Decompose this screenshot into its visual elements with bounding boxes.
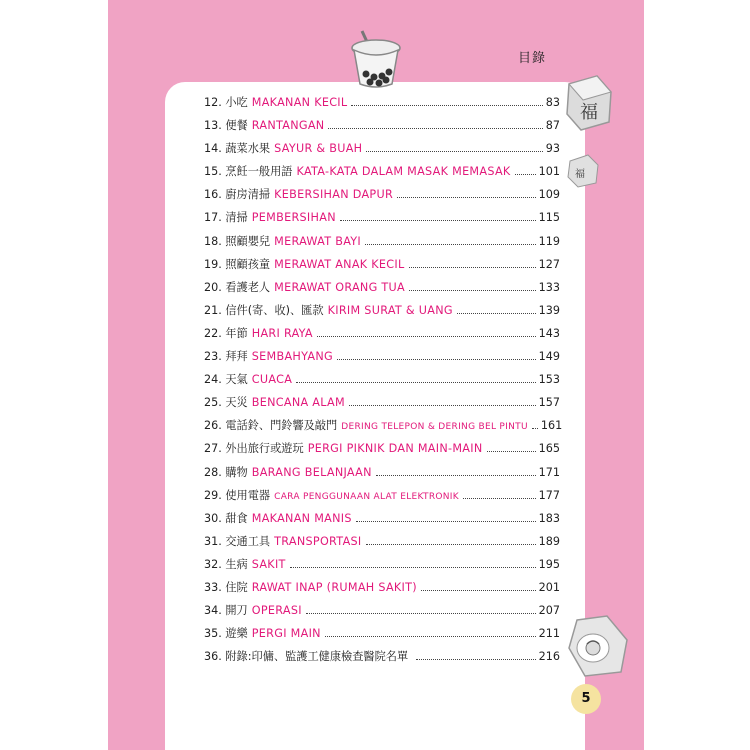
toc-entry-indonesian-title: SEMBAHYANG [251,350,333,364]
toc-entry-chinese-title: 便餐 [225,119,248,133]
toc-entry-indonesian-title: OPERASI [251,604,302,618]
toc-entry [204,625,560,648]
toc-entry [204,256,560,279]
toc-entry-number: 13. [204,119,222,133]
toc-entry-indonesian-title: RANTANGAN [251,119,325,133]
toc-entry-indonesian-title: MAKANAN MANIS [251,511,352,525]
small-fu-box-icon [566,153,600,189]
toc-entry-chinese-title: 交通工具 [225,534,271,548]
toc-entry-number: 16. [204,188,222,202]
toc-entry-number: 20. [204,280,222,294]
toc-entry-page: 87 [545,119,560,133]
toc-entry-leader-dots [317,336,536,337]
toc-entry-page: 115 [538,211,560,225]
toc-entry-indonesian-title: TRANSPORTASI [274,534,362,548]
toc-entry-number: 17. [204,211,222,225]
toc-entry-chinese-title: 蔬菜水果 [225,142,271,156]
toc-entry-chinese-title: 甜食 [225,511,248,525]
toc-entry [204,394,560,417]
toc-entry-page: 109 [538,188,560,202]
toc-entry-chinese-title: 照顧嬰兒 [225,234,271,248]
toc-entry-indonesian-title: HARI RAYA [251,326,313,340]
toc-entry-number: 14. [204,142,222,156]
toc-entry-page: 207 [538,604,560,618]
toc-entry-number: 24. [204,373,222,387]
page-title: 目錄 [518,51,547,66]
toc-entry-page: 127 [538,257,560,271]
toc-entry-leader-dots [328,128,542,129]
toc-entry-page: 133 [538,280,560,294]
toc-entry-number: 32. [204,557,222,571]
toc-entry-chinese-title: 看護老人 [225,280,271,294]
toc-entry-indonesian-title: MAKANAN KECIL [251,96,348,109]
toc-entry-leader-dots [421,590,536,591]
toc-entry-leader-dots [515,174,536,175]
toc-entry-leader-dots [532,428,538,429]
toc-entry [204,186,560,209]
toc-entry-page: 171 [538,465,560,479]
toc-entry-page: 216 [538,650,560,664]
toc-entry-leader-dots [397,197,536,198]
toc-entry-number: 31. [204,534,222,548]
toc-entry-number: 28. [204,465,222,479]
toc-entry-chinese-title: 住院 [225,580,248,594]
toc-entry-page: 143 [538,326,560,340]
toc-entry [204,233,560,256]
toc-entry-chinese-title: 照顧孩童 [225,257,271,271]
toc-entry [204,602,560,625]
toc-entry-indonesian-title: PERGI MAIN [251,627,321,641]
toc-entry-leader-dots [351,105,542,106]
toc-entry-number: 15. [204,165,222,179]
toc-entry-indonesian-title: KATA-KATA DALAM MASAK MEMASAK [296,165,511,179]
toc-entry-number: 23. [204,350,222,364]
toc-entry-number: 25. [204,396,222,410]
toc-entry-indonesian-title: CUACA [251,373,293,387]
toc-entry-leader-dots [366,151,542,152]
toc-entry-page: 161 [540,419,563,433]
toc-entry-chinese-title: 生病 [225,557,248,571]
toc-entry-chinese-title: 使用電器 [225,488,271,502]
toc-entry-leader-dots [356,521,536,522]
toc-entry-number: 12. [204,96,222,109]
fu-character: 福 [580,102,598,123]
toc-entry-leader-dots [337,359,536,360]
toc-entry-indonesian-title: KEBERSIHAN DAPUR [274,188,394,202]
toc-entry-chinese-title: 年節 [225,326,248,340]
toc-entry-number: 21. [204,303,222,317]
toc-entry-number: 35. [204,627,222,641]
toc-entry-indonesian-title: KIRIM SURAT & UANG [327,303,453,317]
toc-entry-indonesian-title: MERAWAT BAYI [274,234,362,248]
toc-entry [204,163,560,186]
bubble-tea-icon [346,30,406,92]
toc-entry-chinese-title: 清掃 [225,211,248,225]
toc-entry-leader-dots [296,382,535,383]
toc-entry-indonesian-title: DERING TELEPON & DERING BEL PINTU [341,422,528,433]
toc-entry [204,648,560,671]
toc-entry [204,325,560,348]
toc-entry-leader-dots [487,451,536,452]
toc-entry-indonesian-title: RAWAT INAP (RUMAH SAKIT) [251,580,417,594]
toc-entry [204,279,560,302]
toc-entry-leader-dots [416,659,536,660]
toc-entry [204,371,560,394]
toc-entry [204,94,560,117]
toc-entry [204,302,560,325]
toc-entry-chinese-title: 信件(寄、收)、匯款 [225,303,324,317]
toc-entry-page: 153 [538,373,560,387]
toc-entry [204,533,560,556]
toc-entry-leader-dots [340,220,536,221]
toc-entry-indonesian-title: PEMBERSIHAN [251,211,336,225]
toc-entry-number: 19. [204,257,222,271]
toc-entry-page: 211 [538,627,560,641]
toc-entry-number: 29. [204,488,222,502]
toc-entry [204,348,560,371]
toc-entry-page: 119 [538,234,560,248]
toc-entry [204,556,560,579]
page-number-badge: 5 [571,684,601,714]
toc-entry-chinese-title: 購物 [225,465,248,479]
toc-entry-page: 139 [538,303,560,317]
toc-entry-chinese-title: 遊樂 [225,627,248,641]
table-of-contents [204,94,563,671]
toc-entry-leader-dots [325,636,536,637]
toc-entry-chinese-title: 廚房清掃 [225,188,271,202]
toc-entry-page: 189 [538,534,560,548]
toc-entry [204,579,560,602]
small-fu-character: 福 [575,169,585,180]
toc-entry-leader-dots [349,405,536,406]
toc-entry-page: 157 [538,396,560,410]
toc-entry-chinese-title: 開刀 [225,604,248,618]
toc-entry-indonesian-title: PERGI PIKNIK DAN MAIN-MAIN [307,442,483,456]
toc-entry-page: 177 [538,488,560,502]
toc-entry [204,417,563,440]
toc-entry-indonesian-title: BARANG BELANJAAN [251,465,372,479]
toc-entry [204,140,560,163]
toc-entry-page: 149 [538,350,560,364]
toc-entry [204,487,560,510]
fu-box-icon [563,74,615,132]
toc-entry-number: 22. [204,326,222,340]
toc-entry-indonesian-title: SAYUR & BUAH [274,142,363,156]
toc-entry [204,510,560,533]
toc-entry-leader-dots [409,267,536,268]
toc-entry-page: 101 [538,165,560,179]
toc-entry-leader-dots [457,313,536,314]
takeout-box-icon [563,612,633,680]
toc-entry-number: 33. [204,580,222,594]
toc-entry-number: 30. [204,511,222,525]
toc-entry-leader-dots [366,544,536,545]
toc-entry-indonesian-title: SAKIT [251,557,286,571]
toc-entry-indonesian-title: MERAWAT ORANG TUA [274,280,405,294]
toc-entry-page: 201 [538,580,560,594]
toc-entry-leader-dots [409,290,536,291]
toc-entry-page: 195 [538,557,560,571]
toc-entry-page: 165 [538,442,560,456]
toc-entry [204,464,560,487]
toc-entry-leader-dots [376,475,536,476]
toc-entry [204,117,560,140]
toc-entry-number: 27. [204,442,222,456]
toc-entry-chinese-title: 烹飪一般用語 [225,165,293,179]
toc-entry-indonesian-title: MERAWAT ANAK KECIL [274,257,405,271]
toc-entry-leader-dots [290,567,536,568]
toc-entry-number: 34. [204,604,222,618]
toc-entry-chinese-title: 電話鈴、門鈴響及敲門 [225,419,338,433]
toc-entry-leader-dots [306,613,536,614]
toc-entry-number: 26. [204,419,222,433]
toc-entry-chinese-title: 天災 [225,396,248,410]
toc-entry-chinese-title: 外出旅行或遊玩 [225,442,304,456]
toc-entry-number: 36. [204,650,222,664]
toc-entry-chinese-title: 天氣 [225,373,248,387]
toc-entry-leader-dots [463,498,536,499]
toc-entry-leader-dots [365,244,536,245]
toc-entry-number: 18. [204,234,222,248]
toc-entry-indonesian-title: CARA PENGGUNAAN ALAT ELEKTRONIK [274,491,459,502]
toc-entry [204,440,560,463]
toc-entry-page: 93 [545,142,560,156]
toc-entry-page: 83 [545,96,560,109]
toc-entry-chinese-title: 小吃 [225,96,248,109]
toc-entry [204,209,560,232]
toc-entry-page: 183 [538,511,560,525]
toc-entry-chinese-title: 拜拜 [225,350,248,364]
toc-entry-indonesian-title: BENCANA ALAM [251,396,345,410]
toc-entry-chinese-title: 附錄:印傭、監護工健康檢查醫院名單 [225,650,409,664]
